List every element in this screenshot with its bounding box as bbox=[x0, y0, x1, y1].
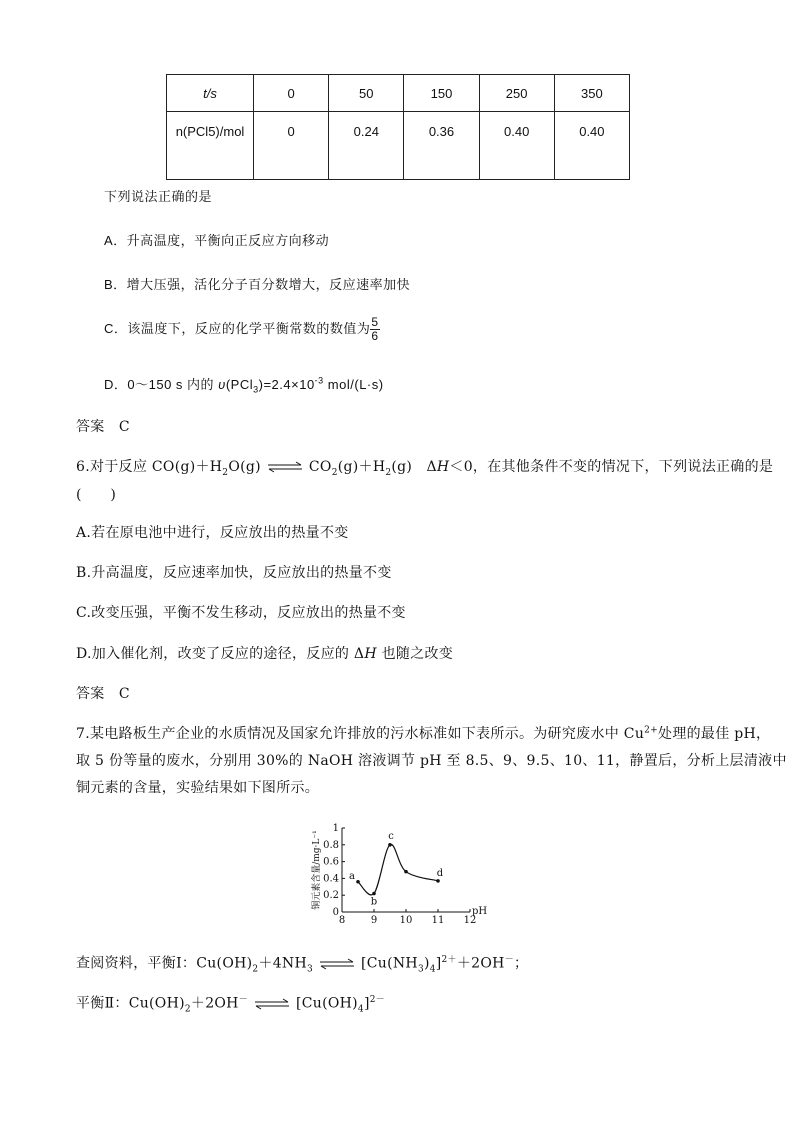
time-label: t/s bbox=[203, 85, 217, 101]
formula-part: )=2.4×10 bbox=[258, 377, 315, 392]
eq-text: ； bbox=[513, 955, 529, 972]
q6-answer-paren: ( ) bbox=[76, 487, 117, 503]
q6-answer: 答案 C bbox=[76, 686, 130, 702]
eq-text: 查阅资料，平衡Ⅰ：Cu(OH) bbox=[76, 955, 253, 972]
eq-text: ＋2OH bbox=[456, 955, 505, 972]
x-tick-label: 11 bbox=[431, 915, 445, 926]
q7-text: 处理的最佳 pH， bbox=[658, 726, 771, 742]
subscript: 2 bbox=[222, 467, 229, 478]
unit: mol/(L·s) bbox=[323, 377, 384, 392]
enthalpy-symbol: H bbox=[364, 646, 377, 662]
subscript: 4 bbox=[429, 964, 436, 975]
q6-option-d bbox=[76, 643, 453, 663]
subscript: 2 bbox=[331, 467, 338, 478]
eq-text: ) bbox=[423, 955, 430, 972]
point-label: b bbox=[370, 896, 378, 908]
point-label: a bbox=[349, 870, 355, 882]
formula-part: (PCl bbox=[225, 377, 254, 392]
copper-content-chart bbox=[306, 818, 496, 928]
subscript: 2 bbox=[252, 964, 259, 975]
q5-answer: 答案 C bbox=[76, 419, 130, 435]
eq-text: [Cu(NH bbox=[361, 955, 418, 972]
q5-option-d-text: D．0～150 s 内的 bbox=[104, 377, 215, 392]
q6-option-a: A.若在原电池中进行，反应放出的热量不变 bbox=[76, 525, 349, 541]
x-tick-label: 12 bbox=[463, 915, 477, 926]
equilibrium-arrow-icon bbox=[267, 461, 303, 473]
y-tick-label: 0.8 bbox=[323, 839, 339, 851]
x-tick-label: 9 bbox=[370, 915, 378, 926]
rate-symbol: υ bbox=[218, 377, 226, 392]
fraction-denominator: 6 bbox=[371, 329, 379, 343]
data-table bbox=[166, 74, 630, 180]
q5-option-b: B．增大压强，活化分子百分数增大，反应速率加快 bbox=[104, 277, 411, 292]
exponent: -3 bbox=[314, 375, 324, 386]
eq-text: [Cu(OH) bbox=[296, 995, 358, 1012]
data-point bbox=[388, 843, 392, 847]
fraction bbox=[370, 316, 379, 343]
table-cell: 0.24 bbox=[329, 112, 404, 180]
subscript: 3 bbox=[417, 964, 424, 975]
y-tick-label: 0.2 bbox=[323, 890, 339, 902]
x-axis-label: pH bbox=[472, 906, 488, 917]
q7-line-1 bbox=[76, 723, 770, 743]
series-curve bbox=[358, 844, 438, 894]
superscript: － bbox=[504, 955, 514, 965]
fraction-numerator: 5 bbox=[371, 315, 379, 329]
q7-line-2: 取 5 份等量的废水，分别用 30%的 NaOH 溶液调节 pH 至 8.5、9、9.5、10、11，静置后，分析上层清液中 bbox=[76, 753, 787, 769]
subscript: 3 bbox=[253, 384, 259, 395]
y-axis-label: 铜元素含量/mg·L⁻¹ bbox=[312, 830, 322, 910]
enthalpy-symbol: H bbox=[436, 459, 450, 475]
chart-points bbox=[349, 831, 444, 908]
eq-text: ＋2OH bbox=[190, 995, 239, 1012]
table-cell: 0.40 bbox=[479, 112, 554, 180]
subscript: 2 bbox=[184, 1004, 191, 1015]
table-cell: 350 bbox=[554, 75, 629, 112]
eq-text: ] bbox=[363, 995, 370, 1012]
table-cell: 250 bbox=[479, 75, 554, 112]
data-point bbox=[356, 880, 360, 884]
q5-stem: 下列说法正确的是 bbox=[104, 189, 213, 204]
y-tick-label: 0.6 bbox=[323, 856, 339, 868]
table-cell: 50 bbox=[329, 75, 404, 112]
formula-part: CO bbox=[308, 459, 332, 475]
table-header-amount bbox=[167, 112, 254, 180]
q6-stem-tail: ＜0，在其他条件不变的情况下，下列说法正确的是 bbox=[449, 459, 774, 475]
x-tick-label: 8 bbox=[338, 915, 346, 926]
formula-part: (g) Δ bbox=[391, 459, 437, 475]
table-row-amount bbox=[167, 112, 630, 180]
superscript: 2+ bbox=[644, 725, 659, 736]
table-cell: 0 bbox=[254, 112, 329, 180]
q5-option-c bbox=[104, 316, 380, 343]
data-point bbox=[436, 879, 440, 883]
equilibrium-arrow-icon bbox=[254, 998, 290, 1010]
q6-option-d-text: D.加入催化剂，改变了反应的途径，反应的 Δ bbox=[76, 646, 365, 662]
q6-option-c: C.改变压强，平衡不发生移动，反应放出的热量不变 bbox=[76, 605, 406, 621]
point-label: c bbox=[388, 830, 394, 842]
superscript: 2－ bbox=[369, 995, 386, 1005]
equilibrium-arrow-icon bbox=[319, 958, 355, 970]
eq-text: 平衡Ⅱ：Cu(OH) bbox=[76, 995, 185, 1012]
chart-ticks bbox=[323, 823, 476, 926]
equilibrium-2 bbox=[76, 992, 385, 1014]
q6-stem bbox=[76, 456, 773, 478]
y-tick-label: 1 bbox=[332, 823, 339, 834]
y-tick-label: 0.4 bbox=[323, 873, 339, 885]
formula-part: (g)＋H bbox=[337, 459, 386, 475]
q5-option-a: A．升高温度，平衡向正反应方向移动 bbox=[104, 233, 330, 248]
table-header-time bbox=[167, 75, 254, 112]
superscript: － bbox=[238, 995, 248, 1005]
equilibrium-1 bbox=[76, 952, 528, 974]
q5-option-d bbox=[104, 374, 384, 395]
point-label: d bbox=[436, 867, 444, 879]
q5-option-c-text: C．该温度下，反应的化学平衡常数的数值为 bbox=[104, 320, 371, 336]
table-cell: 0.36 bbox=[404, 112, 479, 180]
formula-part: O(g) bbox=[228, 459, 261, 475]
q6-option-b: B.升高温度，反应速率加快，反应放出的热量不变 bbox=[76, 565, 392, 581]
q6-option-d-tail: 也随之改变 bbox=[376, 646, 454, 662]
data-point bbox=[372, 892, 376, 896]
superscript: 2＋ bbox=[441, 955, 457, 965]
table-cell: 0.40 bbox=[554, 112, 629, 180]
q6-stem-text: 6.对于反应 CO(g)＋H bbox=[76, 459, 223, 475]
data-point bbox=[404, 870, 408, 874]
eq-text: ] bbox=[435, 955, 442, 972]
x-tick-label: 10 bbox=[399, 915, 413, 926]
subscript: 3 bbox=[306, 964, 314, 975]
amount-label: n(PCl5)/mol bbox=[175, 124, 245, 139]
table-cell: 150 bbox=[404, 75, 479, 112]
q7-text: 7.某电路板生产企业的水质情况及国家允许排放的污水标准如下表所示。为研究废水中 Cu bbox=[76, 726, 645, 742]
subscript: 4 bbox=[357, 1004, 364, 1015]
subscript: 2 bbox=[385, 467, 392, 478]
table-row-time bbox=[167, 75, 630, 112]
y-tick-label: 0 bbox=[332, 907, 339, 918]
eq-text: ＋4NH bbox=[258, 955, 307, 972]
table-cell: 0 bbox=[254, 75, 329, 112]
q7-line-3: 铜元素的含量，实验结果如下图所示。 bbox=[76, 780, 320, 796]
